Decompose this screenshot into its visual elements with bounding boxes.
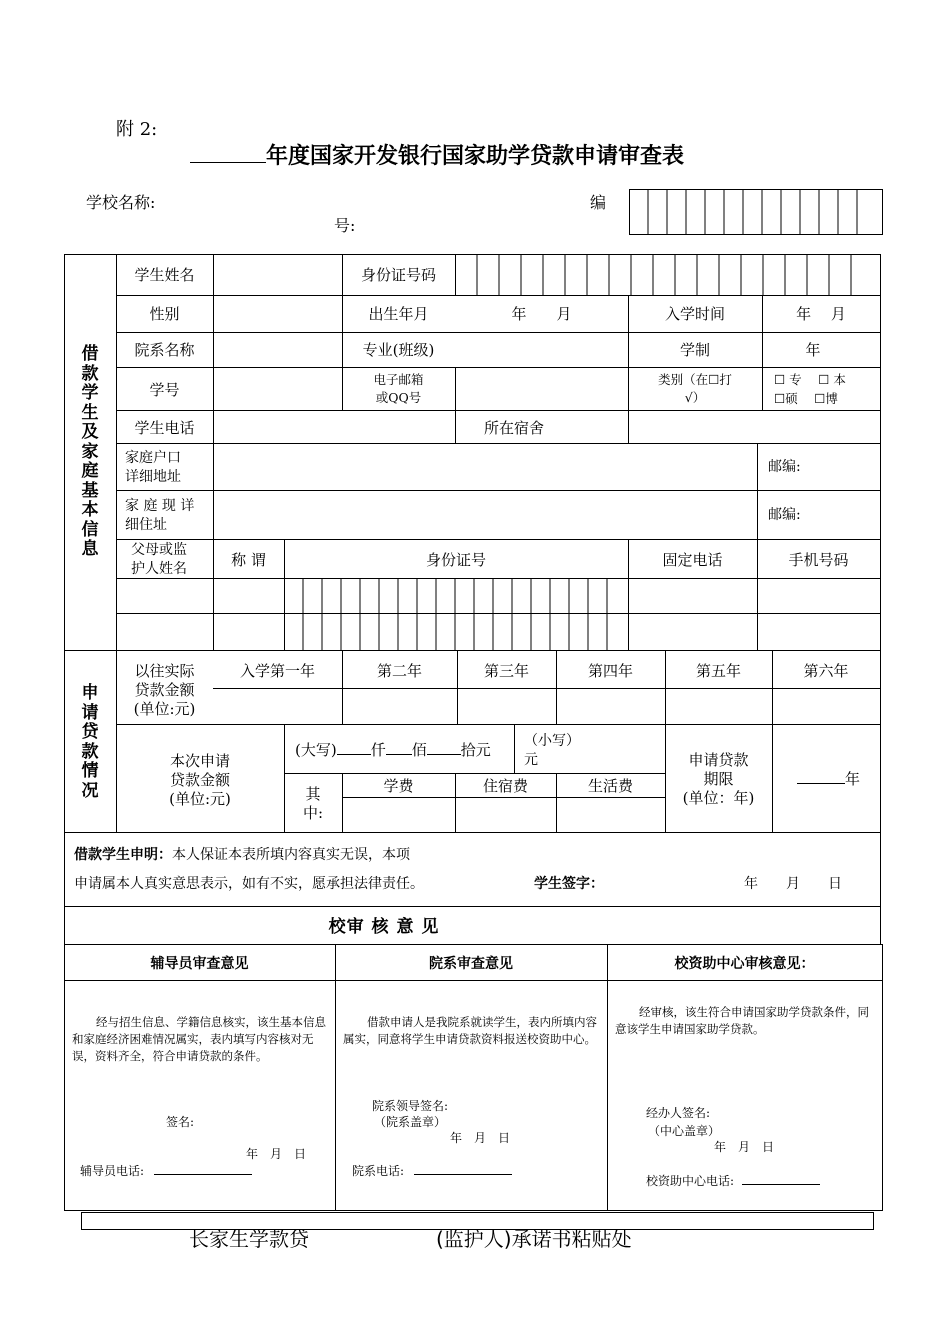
email-label-1: 电子邮箱 [373, 372, 424, 387]
year-1-header: 入学第一年 [239, 662, 315, 680]
student-no-label: 学号 [149, 381, 180, 399]
gender-field[interactable] [214, 296, 342, 332]
center-seal-label: （中心盖章） [648, 1124, 721, 1138]
declaration-date[interactable]: 年 月 日 [744, 876, 842, 892]
student-sign-label: 学生签字： [534, 876, 604, 892]
living-field[interactable] [557, 798, 665, 832]
phone-label: 学生电话 [134, 419, 195, 437]
year-5-header: 第五年 [695, 662, 741, 680]
term-label-2: 期限 [703, 770, 734, 788]
page-title: 年度国家开发银行国家助学贷款申请审查表 [190, 143, 684, 171]
dorm-field[interactable] [629, 411, 880, 443]
center-review-text: 经审核，该生符合申请国家助学贷款条件，同意该学生申请国家助学贷款。 [615, 1005, 869, 1036]
term-field[interactable]: 年 [797, 769, 860, 789]
declaration-line-2: 申请属本人真实意思表示，如有不实，愿承担法律责任。 [74, 876, 424, 892]
major-field[interactable] [456, 333, 628, 367]
past-loan-label-1: 以往实际 [134, 662, 195, 680]
guardian-row-1[interactable] [117, 579, 880, 613]
amount-lower-label-1: （小写） [524, 733, 580, 749]
year-3-header: 第三年 [483, 662, 529, 680]
category-label-1: 类别（在☐打 [658, 372, 732, 387]
past-loan-label-2: 贷款金额 [134, 681, 195, 699]
tuition-label: 学费 [383, 777, 414, 795]
counselor-date[interactable]: 年 月 日 [246, 1147, 307, 1161]
current-loan-label-1: 本次申请 [169, 752, 230, 770]
department-field[interactable] [214, 333, 342, 367]
lodging-label: 住宿费 [482, 777, 528, 795]
email-field[interactable] [456, 368, 628, 410]
amount-upper-field[interactable]: (大写) 仟 佰 拾元 [295, 741, 491, 759]
id-number-field[interactable] [456, 255, 880, 295]
serial-label-1: 编 [590, 193, 607, 212]
amount-lower-label-2[interactable]: 元 [524, 752, 538, 768]
year-6-header: 第六年 [803, 662, 849, 680]
guardian-label-2: 护人姓名 [131, 561, 187, 577]
postcode2-label: 邮编: [768, 507, 801, 523]
department-sign-label: 院系领导签名: [372, 1099, 449, 1113]
enroll-label: 入学时间 [664, 305, 725, 323]
current-loan-label-3: (单位:元) [169, 790, 231, 808]
living-label: 生活费 [587, 777, 633, 795]
center-phone[interactable]: 校资助中心电话: [646, 1171, 820, 1191]
category-options-1[interactable]: ☐ 专 ☐ 本 [774, 372, 846, 387]
schooling-label: 学制 [679, 341, 710, 359]
email-label-2: 或QQ号 [375, 390, 422, 405]
student-sign-field[interactable] [614, 872, 734, 894]
id-number-label: 身份证号码 [360, 266, 436, 284]
current-loan-label-2: 贷款金额 [169, 771, 230, 789]
guardian-label-1: 父母或监 [131, 542, 187, 558]
department-label: 院系名称 [134, 341, 195, 359]
household-address-field[interactable] [214, 444, 757, 490]
mobile-header: 手机号码 [788, 551, 849, 569]
student-no-field[interactable] [214, 368, 342, 410]
counselor-sign-label: 签名: [166, 1115, 195, 1129]
gender-label: 性别 [149, 305, 180, 323]
footer-text-right: (监护人)承诺书粘贴处 [436, 1227, 632, 1251]
student-name-field[interactable] [214, 255, 342, 295]
household-label-2: 详细地址 [125, 469, 181, 485]
of-which-label-2: 中: [302, 804, 324, 822]
section-label-student-info: 借款学生及家庭基本信息 [81, 344, 99, 559]
review-title: 校审 核 意 见 [328, 917, 440, 937]
declaration-line-1: 借款学生申明：本人保证本表所填内容真实无误，本项 [74, 847, 410, 863]
department-seal-label: （院系盖章） [374, 1115, 447, 1129]
relation-header: 称 谓 [231, 551, 266, 569]
department-phone[interactable]: 院系电话: [352, 1161, 512, 1181]
year-4-header: 第四年 [587, 662, 633, 680]
dorm-label: 所在宿舍 [483, 419, 544, 437]
lodging-field[interactable] [456, 798, 556, 832]
center-date[interactable]: 年 月 日 [714, 1140, 775, 1154]
phone-field[interactable] [214, 411, 455, 443]
term-label-3: (单位：年) [682, 789, 755, 807]
postcode-label: 邮编: [768, 459, 801, 475]
department-review-header: 院系审查意见 [429, 956, 513, 972]
category-options-2[interactable]: ☐硕 ☐博 [774, 391, 838, 406]
term-label-1: 申请贷款 [688, 751, 749, 769]
counselor-review-header: 辅导员审查意见 [150, 956, 249, 972]
year-2-header: 第二年 [376, 662, 422, 680]
birth-label: 出生年月 [368, 305, 429, 323]
schooling-field[interactable]: 年 [805, 341, 821, 359]
department-review-text: 借款申请人是我院系就读学生，表内所填内容属实，同意将学生申请贷款资料报送校资助中心。 [343, 1015, 597, 1046]
tuition-field[interactable] [343, 798, 455, 832]
major-label: 专业(班级) [362, 341, 435, 359]
category-label-2: √） [684, 390, 706, 405]
attachment-label: 附 2: [116, 119, 158, 140]
counselor-phone[interactable]: 辅导员电话: [80, 1161, 252, 1181]
current-address-label-2: 细住址 [125, 517, 167, 533]
center-review-header: 校资助中心审核意见： [674, 956, 815, 972]
guardian-id-header: 身份证号 [425, 551, 486, 569]
serial-label-2: 号: [334, 216, 356, 235]
guardian-row-2[interactable] [117, 614, 880, 650]
current-address-label-1: 家 庭 现 详 [125, 498, 195, 514]
student-name-label: 学生姓名 [134, 266, 195, 284]
counselor-review-text: 经与招生信息、学籍信息核实，该生基本信息和家庭经济困难情况属实，表内填写内容核对无误，资料齐全，符合申请贷款的条件。 [72, 1015, 326, 1063]
section-label-loan-info: 申请贷款情况 [81, 683, 99, 801]
enroll-field[interactable]: 年 月 [796, 305, 846, 323]
department-date[interactable]: 年 月 日 [450, 1131, 511, 1145]
birth-field[interactable]: 年 月 [511, 305, 572, 323]
footer-text-left: 长家生学款贷 [189, 1227, 309, 1251]
school-name-label: 学校名称: [86, 193, 156, 212]
of-which-label-1: 其 [305, 785, 321, 803]
household-label-1: 家庭户口 [125, 450, 181, 466]
current-address-field[interactable] [214, 491, 757, 539]
past-loan-label-3: (单位:元) [133, 700, 196, 718]
center-sign-label: 经办人签名: [646, 1106, 711, 1120]
landline-header: 固定电话 [662, 551, 723, 569]
